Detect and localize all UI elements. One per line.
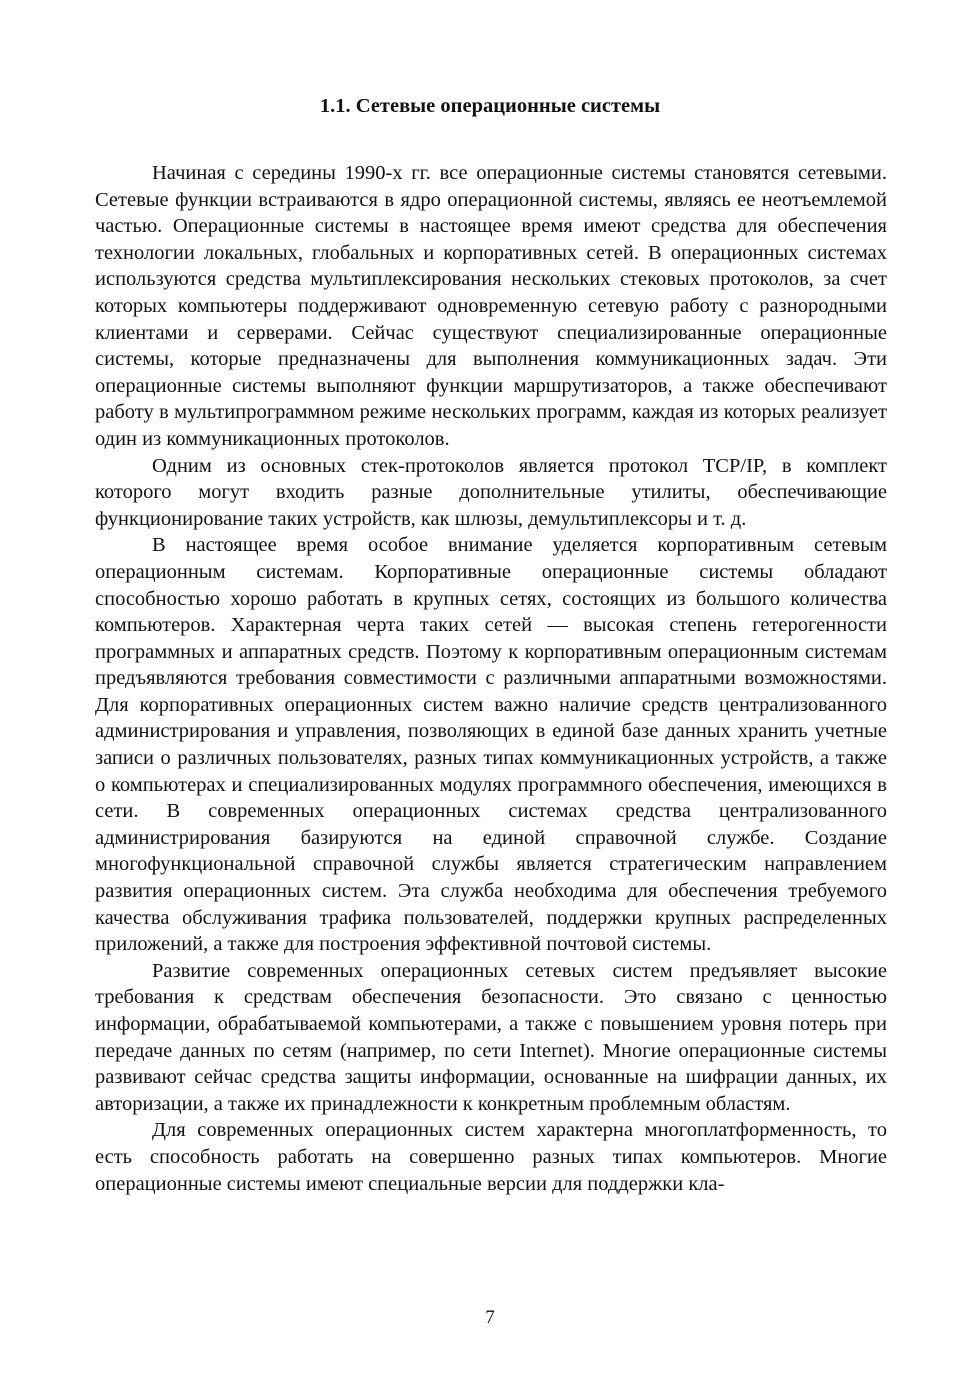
body-text (95, 160, 887, 1197)
page-number: 7 (485, 1307, 495, 1328)
paragraph-multiplatform: Для современных операционных систем характерна многоплатформенность, то есть способность работать на совершенно разных типах компьютеров. Многие операционные системы имеют специальные версии для поддержки кла- (95, 1119, 887, 1195)
paragraph-security: Развитие современных операционных сетевых систем предъявляет высокие требования к средствам обеспечения безопасности. Это связано с ценностью информации, обрабатываемой компьютерами, а также с повышением уровня потерь при передаче данных по сетям (например, по сети Internet). Многие операционные системы развивают сейчас средства защиты информации, основанные на шифрации данных, их авторизации, а также их принадлежности к конкретным проблемным областям. (95, 959, 887, 1115)
paragraph-tcp-ip: Одним из основных стек-протоколов является протокол TCP/IP, в комплект которого могут входить разные дополнительные утилиты, обеспечивающие функционирование таких устройств, как шлюзы, демультиплексоры и т. д. (95, 454, 887, 530)
paragraph-network-os-intro: Начиная с середины 1990-х гг. все операционные системы становятся сетевыми. Сетевые функции встраиваются в ядро операционной системы, являясь ее неотъемлемой частью. Операционные системы в настоящее время имеют средства для обеспечения технологии локальных, глобальных и корпоративных сетей. В операционных системах используются средства мультиплексирования нескольких стековых протоколов, за счет которых компьютеры поддерживают одновременную сетевую работу с разнородными клиентами и серверами. Сейчас существуют специализированные операционные системы, которые предназначены для выполнения коммуникационных задач. Эти операционные системы выполняют функции маршрутизаторов, а также обеспечивают работу в мультипрограммном режиме нескольких программ, каждая из которых реализует один из коммуникационных протоколов. (95, 162, 887, 450)
paragraph-corporate-os: В настоящее время особое внимание уделяется корпоративным сетевым операционным системам. Корпоративные операционные системы обладают способностью хорошо работать в крупных сетях, состоящих из большого количества компьютеров. Характерная черта таких сетей — высокая степень гетерогенности программных и аппаратных средств. Поэтому к корпоративным операционным системам предъявляются требования совместимости с различными аппаратными возможностями. Для корпоративных операционных систем важно наличие средств централизованного администрирования и управления, позволяющих в единой базе данных хранить учетные записи о различных пользователях, разных типах коммуникационных устройств, а также о компьютерах и специализированных модулях программного обеспечения, имеющихся в сети. В современных операционных системах средства централизованного администрирования базируются на единой справочной службе. Создание многофункциональной справочной службы является стратегическим направлением развития операционных систем. Эта служба необходима для обеспечения требуемого качества обслуживания трафика пользователей, поддержки крупных распределенных приложений, а также для построения эффективной почтовой системы. (95, 534, 887, 956)
section-heading: 1.1. Сетевые операционные системы (319, 95, 661, 117)
